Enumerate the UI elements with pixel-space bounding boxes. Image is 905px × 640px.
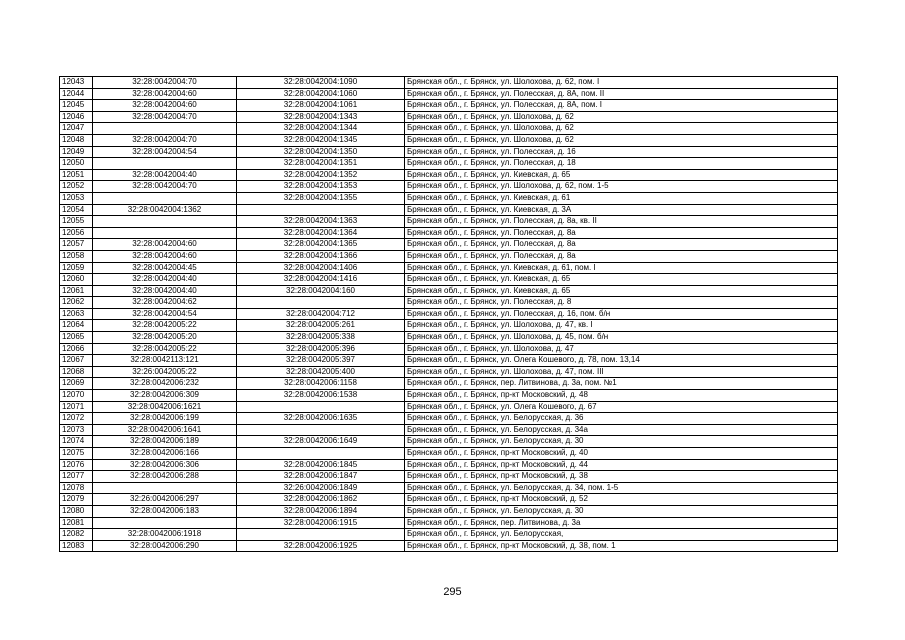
address-cell: Брянская обл., г. Брянск, ул. Белорусская, д. 34а: [405, 424, 838, 436]
row-number-cell: 12073: [60, 424, 93, 436]
parcel-number-cell: 32:28:0042004:60: [93, 250, 237, 262]
page-number: 295: [443, 586, 462, 598]
address-cell: Брянская обл., г. Брянск, ул. Полесская, д. 16: [405, 146, 838, 158]
object-number-cell: 32:28:0042006:1847: [237, 471, 405, 483]
parcel-number-cell: [93, 123, 237, 135]
address-cell: Брянская обл., г. Брянск, пр-кт Московский, д. 40: [405, 448, 838, 460]
object-number-cell: 32:28:0042004:712: [237, 308, 405, 320]
parcel-number-cell: 32:28:0042004:62: [93, 297, 237, 309]
object-number-cell: 32:28:0042004:1061: [237, 100, 405, 112]
address-cell: Брянская обл., г. Брянск, пр-кт Московский, д. 48: [405, 390, 838, 402]
table-row: [60, 320, 838, 332]
parcel-number-cell: 32:28:0042005:22: [93, 343, 237, 355]
table-row: [60, 100, 838, 112]
parcel-number-cell: [93, 216, 237, 228]
parcel-number-cell: 32:28:0042006:1918: [93, 529, 237, 541]
row-number-cell: 12045: [60, 100, 93, 112]
parcel-number-cell: 32:28:0042004:54: [93, 146, 237, 158]
parcel-number-cell: 32:28:0042004:1362: [93, 204, 237, 216]
parcel-number-cell: 32:28:0042004:60: [93, 88, 237, 100]
table-row: [60, 169, 838, 181]
row-number-cell: 12046: [60, 111, 93, 123]
table-row: [60, 123, 838, 135]
parcel-number-cell: [93, 192, 237, 204]
parcel-number-cell: 32:28:0042006:309: [93, 390, 237, 402]
object-number-cell: [237, 529, 405, 541]
parcel-number-cell: 32:28:0042004:60: [93, 100, 237, 112]
row-number-cell: 12047: [60, 123, 93, 135]
object-number-cell: [237, 448, 405, 460]
table-row: [60, 448, 838, 460]
object-number-cell: 32:28:0042006:1649: [237, 436, 405, 448]
object-number-cell: 32:28:0042006:1538: [237, 390, 405, 402]
table-row: [60, 424, 838, 436]
row-number-cell: 12067: [60, 355, 93, 367]
row-number-cell: 12072: [60, 413, 93, 425]
parcel-number-cell: 32:28:0042006:183: [93, 505, 237, 517]
table-row: [60, 517, 838, 529]
row-number-cell: 12071: [60, 401, 93, 413]
parcel-number-cell: 32:28:0042113:121: [93, 355, 237, 367]
address-cell: Брянская обл., г. Брянск, ул. Шолохова, д. 47, пом. III: [405, 366, 838, 378]
row-number-cell: 12054: [60, 204, 93, 216]
parcel-number-cell: 32:28:0042004:60: [93, 239, 237, 251]
row-number-cell: 12070: [60, 390, 93, 402]
registry-table: [59, 76, 838, 552]
address-cell: Брянская обл., г. Брянск, ул. Киевская, д. 65: [405, 274, 838, 286]
address-cell: Брянская обл., г. Брянск, ул. Полесская, д. 8: [405, 297, 838, 309]
row-number-cell: 12050: [60, 158, 93, 170]
object-number-cell: 32:26:0042006:1849: [237, 482, 405, 494]
object-number-cell: 32:28:0042004:1416: [237, 274, 405, 286]
table-row: [60, 436, 838, 448]
address-cell: Брянская обл., г. Брянск, пер. Литвинова, д. 3а, пом. №1: [405, 378, 838, 390]
table-row: [60, 332, 838, 344]
parcel-number-cell: 32:28:0042006:1621: [93, 401, 237, 413]
parcel-number-cell: 32:26:0042005:22: [93, 366, 237, 378]
row-number-cell: 12082: [60, 529, 93, 541]
object-number-cell: 32:28:0042004:1343: [237, 111, 405, 123]
object-number-cell: [237, 401, 405, 413]
address-cell: Брянская обл., г. Брянск, ул. Шолохова, д. 62: [405, 111, 838, 123]
table-row: [60, 146, 838, 158]
object-number-cell: 32:28:0042006:1915: [237, 517, 405, 529]
address-cell: Брянская обл., г. Брянск, ул. Белорусская, д. 36: [405, 413, 838, 425]
table-row: [60, 459, 838, 471]
object-number-cell: 32:28:0042004:1350: [237, 146, 405, 158]
address-cell: Брянская обл., г. Брянск, ул. Шолохова, д. 45, пом. б/н: [405, 332, 838, 344]
row-number-cell: 12078: [60, 482, 93, 494]
parcel-number-cell: 32:28:0042006:166: [93, 448, 237, 460]
object-number-cell: 32:28:0042004:1353: [237, 181, 405, 193]
parcel-number-cell: 32:28:0042006:290: [93, 540, 237, 552]
table-row: [60, 355, 838, 367]
object-number-cell: 32:28:0042004:1352: [237, 169, 405, 181]
table-row: [60, 158, 838, 170]
table-row: [60, 239, 838, 251]
row-number-cell: 12053: [60, 192, 93, 204]
table-row: [60, 494, 838, 506]
object-number-cell: 32:28:0042006:1925: [237, 540, 405, 552]
parcel-number-cell: 32:28:0042006:232: [93, 378, 237, 390]
table-row: [60, 529, 838, 541]
row-number-cell: 12052: [60, 181, 93, 193]
address-cell: Брянская обл., г. Брянск, ул. Полесская, д. 8А, пом. I: [405, 100, 838, 112]
table-row: [60, 204, 838, 216]
row-number-cell: 12069: [60, 378, 93, 390]
object-number-cell: 32:28:0042006:1158: [237, 378, 405, 390]
address-cell: Брянская обл., г. Брянск, ул. Белорусская,: [405, 529, 838, 541]
object-number-cell: 32:28:0042004:1363: [237, 216, 405, 228]
row-number-cell: 12079: [60, 494, 93, 506]
object-number-cell: 32:28:0042005:261: [237, 320, 405, 332]
parcel-number-cell: 32:28:0042006:306: [93, 459, 237, 471]
address-cell: Брянская обл., г. Брянск, ул. Полесская, д. 8а: [405, 250, 838, 262]
row-number-cell: 12063: [60, 308, 93, 320]
address-cell: Брянская обл., г. Брянск, пр-кт Московский, д. 38, пом. 1: [405, 540, 838, 552]
table-row: [60, 343, 838, 355]
parcel-number-cell: 32:28:0042004:70: [93, 134, 237, 146]
parcel-number-cell: 32:28:0042006:189: [93, 436, 237, 448]
address-cell: Брянская обл., г. Брянск, ул. Олега Кошевого, д. 78, пом. 13,14: [405, 355, 838, 367]
object-number-cell: [237, 204, 405, 216]
object-number-cell: 32:28:0042004:1345: [237, 134, 405, 146]
row-number-cell: 12055: [60, 216, 93, 228]
address-cell: Брянская обл., г. Брянск, ул. Белорусская, д. 30: [405, 436, 838, 448]
row-number-cell: 12043: [60, 77, 93, 89]
table-row: [60, 88, 838, 100]
object-number-cell: 32:28:0042005:397: [237, 355, 405, 367]
address-cell: Брянская обл., г. Брянск, ул. Киевская, д. 65: [405, 169, 838, 181]
object-number-cell: 32:28:0042006:1845: [237, 459, 405, 471]
object-number-cell: 32:28:0042004:1344: [237, 123, 405, 135]
table-row: [60, 216, 838, 228]
object-number-cell: [237, 424, 405, 436]
row-number-cell: 12048: [60, 134, 93, 146]
object-number-cell: 32:28:0042004:1364: [237, 227, 405, 239]
parcel-number-cell: 32:28:0042004:54: [93, 308, 237, 320]
row-number-cell: 12066: [60, 343, 93, 355]
row-number-cell: 12062: [60, 297, 93, 309]
row-number-cell: 12064: [60, 320, 93, 332]
address-cell: Брянская обл., г. Брянск, ул. Полесская, д. 8а: [405, 227, 838, 239]
address-cell: Брянская обл., г. Брянск, ул. Шолохова, д. 47: [405, 343, 838, 355]
address-cell: Брянская обл., г. Брянск, ул. Киевская, д. 61, пом. I: [405, 262, 838, 274]
address-cell: Брянская обл., г. Брянск, ул. Киевская, д. 3А: [405, 204, 838, 216]
object-number-cell: 32:28:0042004:1406: [237, 262, 405, 274]
row-number-cell: 12049: [60, 146, 93, 158]
address-cell: Брянская обл., г. Брянск, ул. Полесская, д. 8А, пом. II: [405, 88, 838, 100]
table-row: [60, 378, 838, 390]
object-number-cell: 32:28:0042004:1060: [237, 88, 405, 100]
table-row: [60, 285, 838, 297]
parcel-number-cell: 32:28:0042004:40: [93, 274, 237, 286]
parcel-number-cell: [93, 227, 237, 239]
object-number-cell: 32:28:0042005:396: [237, 343, 405, 355]
parcel-number-cell: [93, 158, 237, 170]
table-row: [60, 181, 838, 193]
parcel-number-cell: 32:26:0042006:297: [93, 494, 237, 506]
row-number-cell: 12081: [60, 517, 93, 529]
row-number-cell: 12061: [60, 285, 93, 297]
address-cell: Брянская обл., г. Брянск, ул. Полесская, д. 18: [405, 158, 838, 170]
parcel-number-cell: [93, 482, 237, 494]
address-cell: Брянская обл., г. Брянск, пр-кт Московский, д. 52: [405, 494, 838, 506]
parcel-number-cell: 32:28:0042006:288: [93, 471, 237, 483]
address-cell: Брянская обл., г. Брянск, ул. Полесская, д. 8а, кв. II: [405, 216, 838, 228]
address-cell: Брянская обл., г. Брянск, ул. Шолохова, д. 62, пом. I: [405, 77, 838, 89]
object-number-cell: 32:28:0042004:1365: [237, 239, 405, 251]
address-cell: Брянская обл., г. Брянск, ул. Шолохова, д. 62: [405, 134, 838, 146]
parcel-number-cell: 32:28:0042004:70: [93, 181, 237, 193]
row-number-cell: 12077: [60, 471, 93, 483]
parcel-number-cell: 32:28:0042004:40: [93, 285, 237, 297]
object-number-cell: 32:28:0042004:1366: [237, 250, 405, 262]
row-number-cell: 12074: [60, 436, 93, 448]
row-number-cell: 12056: [60, 227, 93, 239]
row-number-cell: 12060: [60, 274, 93, 286]
registry-table-body: [60, 77, 838, 552]
parcel-number-cell: 32:28:0042004:70: [93, 111, 237, 123]
parcel-number-cell: 32:28:0042005:20: [93, 332, 237, 344]
table-row: [60, 192, 838, 204]
row-number-cell: 12059: [60, 262, 93, 274]
parcel-number-cell: 32:28:0042006:199: [93, 413, 237, 425]
row-number-cell: 12076: [60, 459, 93, 471]
table-row: [60, 262, 838, 274]
row-number-cell: 12075: [60, 448, 93, 460]
object-number-cell: 32:28:0042006:1862: [237, 494, 405, 506]
object-number-cell: 32:28:0042004:1090: [237, 77, 405, 89]
object-number-cell: [237, 297, 405, 309]
table-row: [60, 482, 838, 494]
table-row: [60, 366, 838, 378]
row-number-cell: 12083: [60, 540, 93, 552]
object-number-cell: 32:28:0042005:338: [237, 332, 405, 344]
row-number-cell: 12057: [60, 239, 93, 251]
address-cell: Брянская обл., г. Брянск, ул. Олега Кошевого, д. 67: [405, 401, 838, 413]
parcel-number-cell: 32:28:0042004:40: [93, 169, 237, 181]
address-cell: Брянская обл., г. Брянск, ул. Шолохова, д. 62: [405, 123, 838, 135]
row-number-cell: 12065: [60, 332, 93, 344]
parcel-number-cell: 32:28:0042006:1641: [93, 424, 237, 436]
table-row: [60, 413, 838, 425]
address-cell: Брянская обл., г. Брянск, ул. Полесская, д. 8а: [405, 239, 838, 251]
object-number-cell: 32:28:0042004:160: [237, 285, 405, 297]
row-number-cell: 12058: [60, 250, 93, 262]
address-cell: Брянская обл., г. Брянск, пр-кт Московский, д. 44: [405, 459, 838, 471]
table-row: [60, 227, 838, 239]
table-row: [60, 401, 838, 413]
parcel-number-cell: 32:28:0042004:70: [93, 77, 237, 89]
address-cell: Брянская обл., г. Брянск, ул. Киевская, д. 65: [405, 285, 838, 297]
row-number-cell: 12080: [60, 505, 93, 517]
table-row: [60, 505, 838, 517]
address-cell: Брянская обл., г. Брянск, ул. Белорусская, д. 30: [405, 505, 838, 517]
table-row: [60, 390, 838, 402]
table-row: [60, 77, 838, 89]
object-number-cell: 32:28:0042006:1635: [237, 413, 405, 425]
object-number-cell: 32:28:0042006:1894: [237, 505, 405, 517]
table-row: [60, 250, 838, 262]
row-number-cell: 12044: [60, 88, 93, 100]
row-number-cell: 12051: [60, 169, 93, 181]
parcel-number-cell: [93, 517, 237, 529]
table-row: [60, 111, 838, 123]
parcel-number-cell: 32:28:0042004:45: [93, 262, 237, 274]
table-row: [60, 540, 838, 552]
table-row: [60, 134, 838, 146]
table-row: [60, 471, 838, 483]
table-row: [60, 274, 838, 286]
address-cell: Брянская обл., г. Брянск, пр-кт Московский, д. 38: [405, 471, 838, 483]
table-row: [60, 308, 838, 320]
address-cell: Брянская обл., г. Брянск, ул. Киевская, д. 61: [405, 192, 838, 204]
object-number-cell: 32:28:0042005:400: [237, 366, 405, 378]
address-cell: Брянская обл., г. Брянск, пер. Литвинова, д. 3а: [405, 517, 838, 529]
object-number-cell: 32:28:0042004:1355: [237, 192, 405, 204]
object-number-cell: 32:28:0042004:1351: [237, 158, 405, 170]
address-cell: Брянская обл., г. Брянск, ул. Белорусская, д. 34, пом. 1-5: [405, 482, 838, 494]
row-number-cell: 12068: [60, 366, 93, 378]
address-cell: Брянская обл., г. Брянск, ул. Полесская, д. 16, пом. б/н: [405, 308, 838, 320]
address-cell: Брянская обл., г. Брянск, ул. Шолохова, д. 47, кв. I: [405, 320, 838, 332]
parcel-number-cell: 32:28:0042005:22: [93, 320, 237, 332]
table-row: [60, 297, 838, 309]
address-cell: Брянская обл., г. Брянск, ул. Шолохова, д. 62, пом. 1-5: [405, 181, 838, 193]
